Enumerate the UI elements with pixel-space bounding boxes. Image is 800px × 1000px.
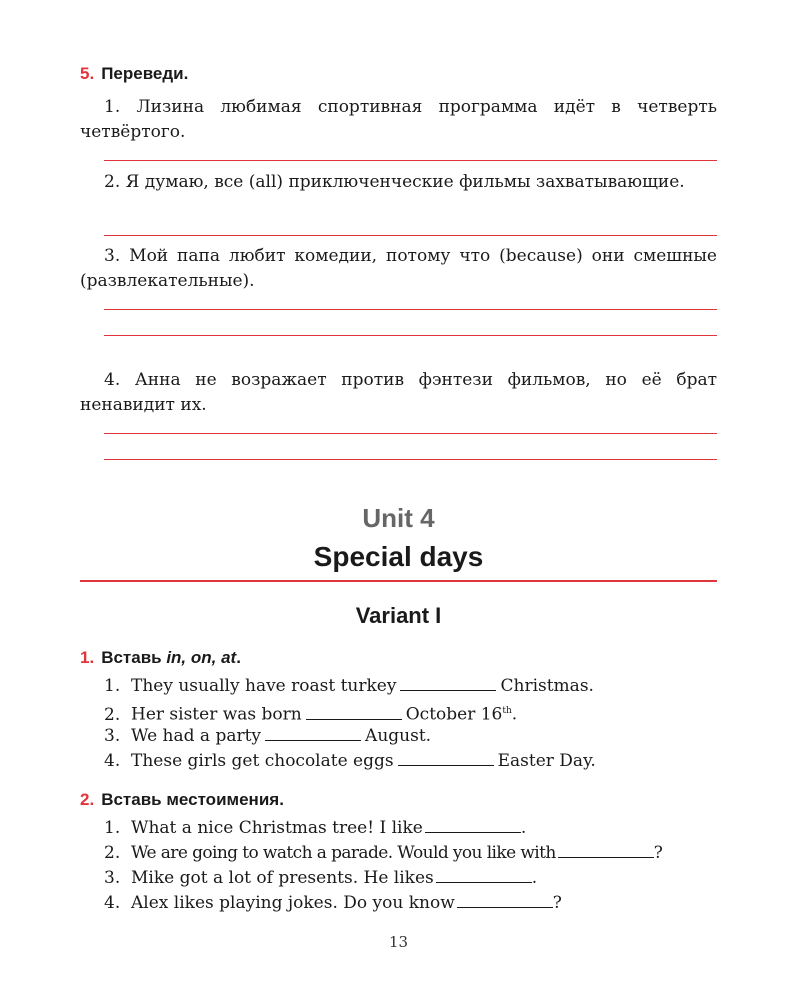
answer-line[interactable] xyxy=(104,235,717,236)
exercise-1-item: 2. Her sister was born October 16th. xyxy=(104,704,518,725)
answer-line[interactable] xyxy=(104,433,717,434)
exercise-5-title xyxy=(80,64,188,84)
fill-blank[interactable] xyxy=(457,907,553,908)
exercise-2-item: 4. Alex likes playing jokes. Do you know ? xyxy=(104,893,562,913)
exercise-5-item-3: 3. Мой папа любит комедии, потому что (because) они смешные (развлекательные). xyxy=(80,246,717,291)
exercise-5-number: 5. xyxy=(80,64,95,83)
answer-line[interactable] xyxy=(104,335,717,336)
exercise-5-item-4: 4. Анна не возражает против фэнтези фильмов, но её брат ненавидит их. xyxy=(80,370,718,415)
fill-blank[interactable] xyxy=(558,857,654,858)
fill-blank[interactable] xyxy=(398,765,494,766)
exercise-1-title: 1. Вставь in, on, at. xyxy=(80,648,241,667)
exercise-1-item: 4. These girls get chocolate eggs Easter Day. xyxy=(104,751,596,771)
unit-title: Special days xyxy=(313,541,484,572)
page-number: 13 xyxy=(388,933,409,951)
fill-blank[interactable] xyxy=(265,740,361,741)
exercise-2-item: 1. What a nice Christmas tree! I like . xyxy=(104,818,527,838)
exercise-1-number: 1. xyxy=(80,648,95,667)
fill-blank[interactable] xyxy=(425,832,521,833)
answer-line[interactable] xyxy=(104,160,717,161)
exercise-2-title xyxy=(80,790,284,810)
exercise-1-item: 3. We had a party August. xyxy=(104,726,432,746)
exercise-2-item: 2. We are going to watch a parade. Would you like with ? xyxy=(104,843,663,863)
unit-label: Unit 4 xyxy=(362,503,435,533)
fill-blank[interactable] xyxy=(400,690,496,691)
answer-line[interactable] xyxy=(104,459,717,460)
exercise-5-heading: Переведи. xyxy=(101,64,189,83)
exercise-2-item: 3. Mike got a lot of presents. He likes . xyxy=(104,868,538,888)
exercise-2-number: 2. xyxy=(80,790,95,809)
exercise-1-words: in, on, at xyxy=(166,648,237,667)
fill-blank[interactable] xyxy=(306,719,402,720)
exercise-1-item: 1. They usually have roast turkey Christmas. xyxy=(104,676,594,696)
fill-blank[interactable] xyxy=(436,882,532,883)
unit-divider xyxy=(80,580,717,582)
answer-line[interactable] xyxy=(104,309,717,310)
exercise-5-item-2: 2. Я думаю, все (all) приключенческие фильмы захватывающие. xyxy=(104,172,685,192)
variant-title: Variant I xyxy=(355,603,442,628)
exercise-2-heading: Вставь местоимения. xyxy=(101,790,284,809)
exercise-5-item-1: 1. Лизина любимая спортивная программа идёт в четверть четвёртого. xyxy=(80,97,718,142)
